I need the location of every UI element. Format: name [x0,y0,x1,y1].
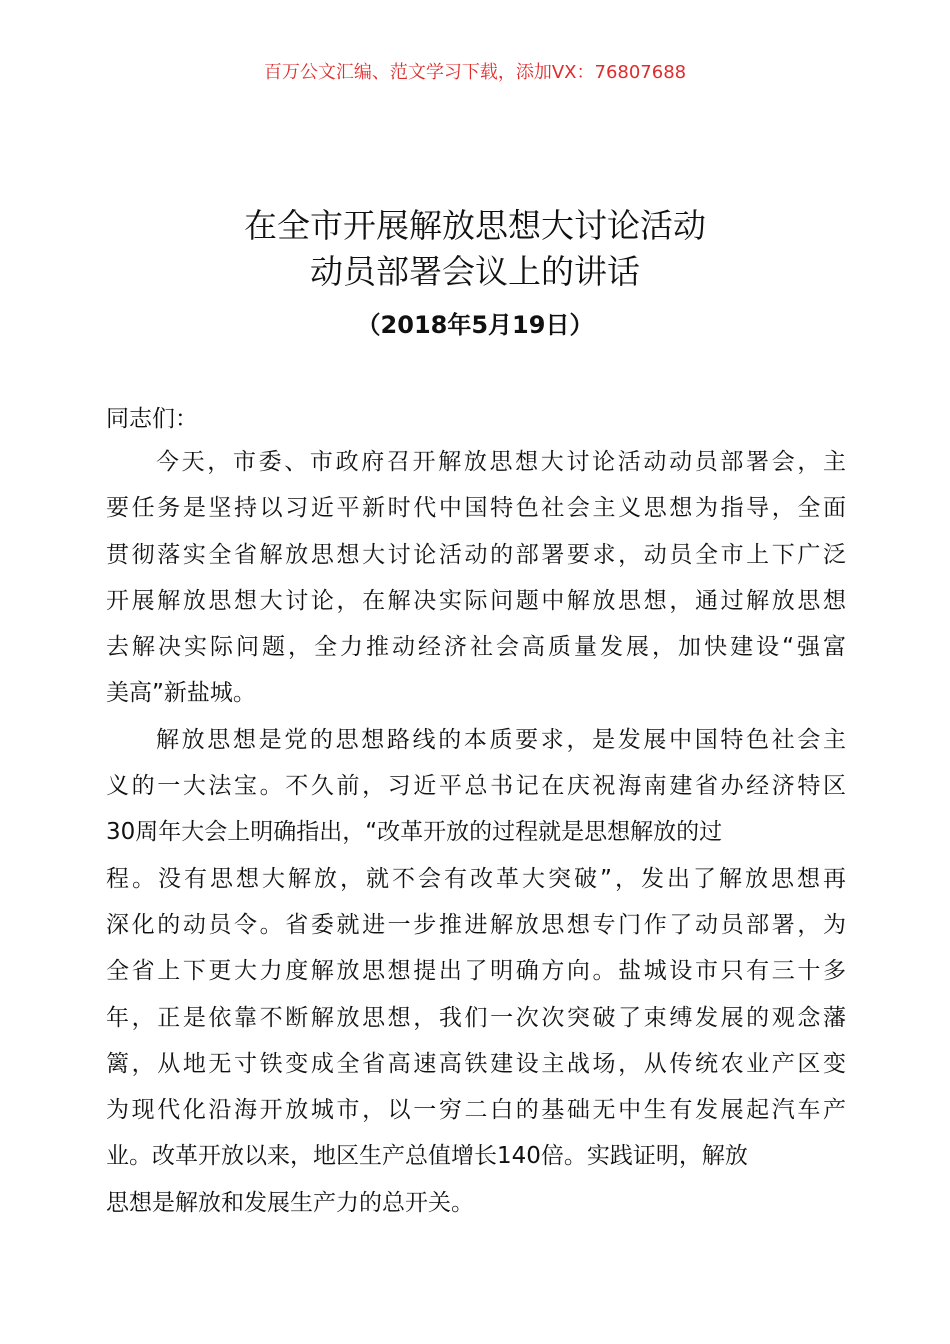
title-line-1: 在全市开展解放思想大讨论活动 [244,206,706,245]
text-line: 美高”新盐城。 [106,680,256,707]
paragraph-1 [106,446,846,724]
text-line: 要任务是坚持以习近平新时代中国特色社会主义思想为指导，全面 [106,495,846,522]
text-line: 今天，市委、市政府召开解放思想大讨论活动动员部署会，主 [156,449,846,475]
text-line: 解放思想是党的思想路线的本质要求，是发展中国特色社会主 [156,726,846,753]
paragraph-2 [106,724,846,1233]
text-line: 义的一大法宝。不久前，习近平总书记在庆祝海南建省办经济特区 [106,773,846,800]
text-line: 为现代化沿海开放城市，以一穷二白的基础无中生有发展起汽车产 [106,1097,846,1124]
watermark-header: 百万公文汇编、范文学习下载，添加VX：76807688 [263,62,687,83]
document-body [106,446,846,1233]
text-line: 程。没有思想大解放，就不会有改革大突破”，发出了解放思想再 [106,865,846,892]
text-line: 30周年大会上明确指出，“改革开放的过程就是思想解放的过 [106,819,723,846]
text-line: 思想是解放和发展生产力的总开关。 [106,1189,474,1216]
text-line: 深化的动员令。省委就进一步推进解放思想专门作了动员部署，为 [106,911,846,938]
text-line: 业。改革开放以来，地区生产总值增长140倍。实践证明，解放 [106,1143,748,1170]
text-line: 去解决实际问题，全力推动经济社会高质量发展，加快建设“强富 [106,634,846,661]
text-line: 年，正是依靠不断解放思想，我们一次次突破了束缚发展的观念藩 [106,1004,846,1031]
text-line: 贯彻落实全省解放思想大讨论活动的部署要求，动员全市上下广泛 [106,541,846,568]
greeting: 同志们： [106,406,198,432]
text-line: 全省上下更大力度解放思想提出了明确方向。盐城设市只有三十多 [106,958,846,985]
text-line: 开展解放思想大讨论，在解决实际问题中解放思想，通过解放思想 [106,587,846,614]
title-line-2: 动员部署会议上的讲话 [310,252,640,291]
speech-date: （2018年5月19日） [356,311,594,339]
text-line: 篱，从地无寸铁变成全省高速高铁建设主战场，从传统农业产区变 [106,1050,846,1077]
